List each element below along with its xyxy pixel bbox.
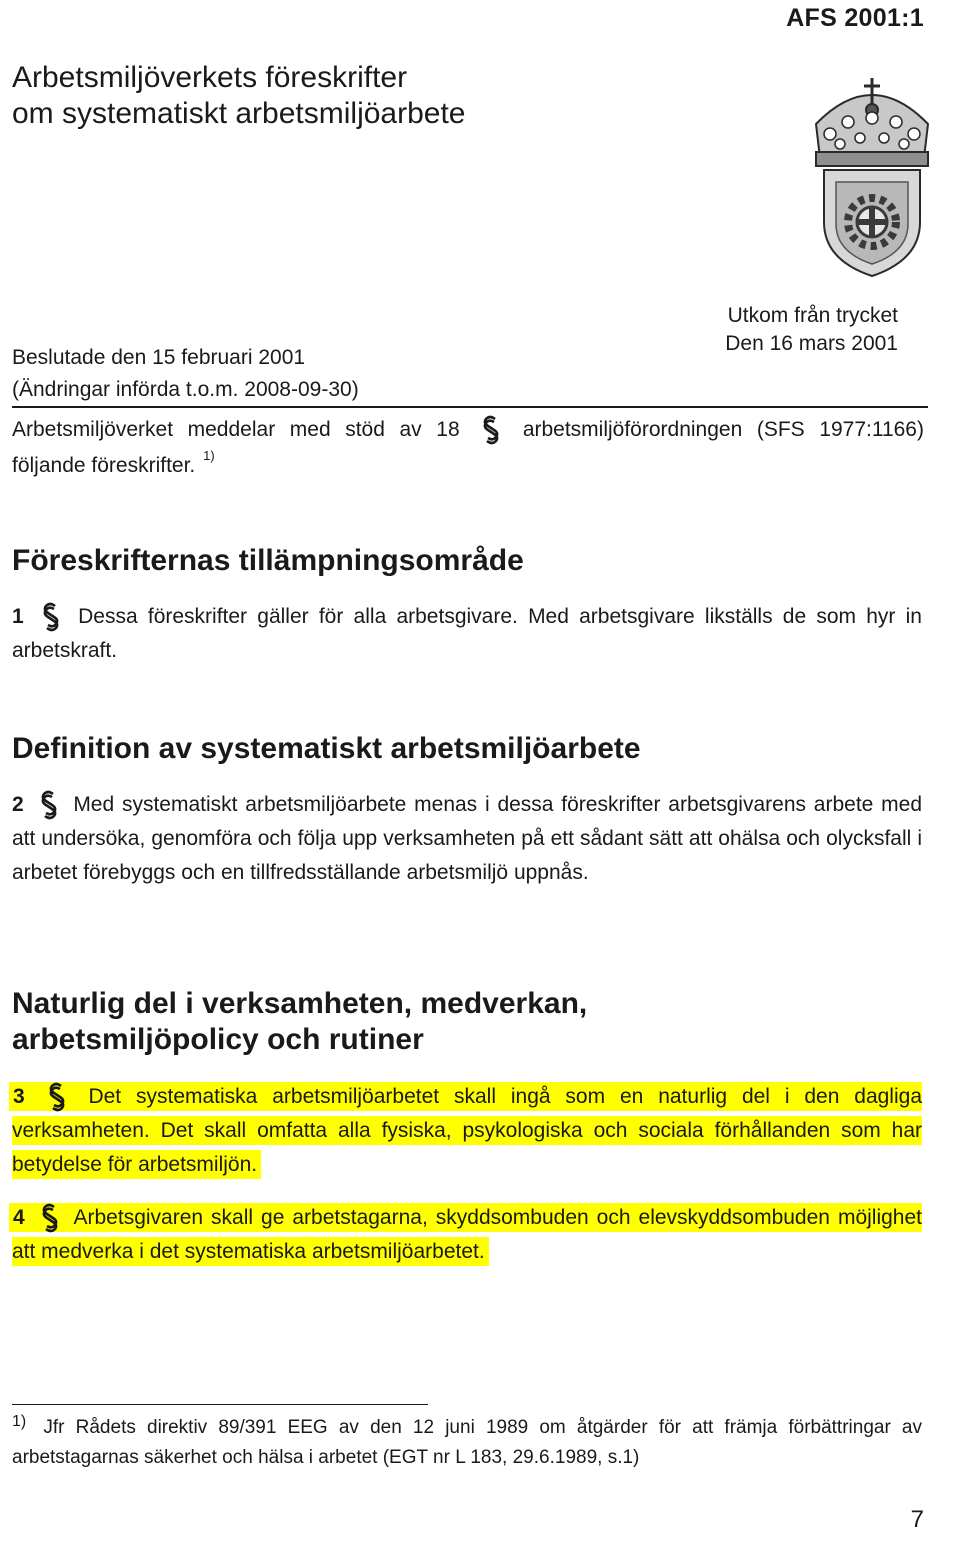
document-id: AFS 2001:1 [786,4,924,32]
intro-text-b: arbetsmiljöförordningen (SFS 1977:1166) följande föreskrifter. [12,418,924,477]
section-sign-icon [44,1080,70,1114]
page-number: 7 [910,1506,924,1533]
header-divider [12,406,928,408]
intro-text-a: Arbetsmiljöverket meddelar med stöd av 18 [12,418,460,441]
section-sign-icon [37,1201,63,1235]
footnote-divider [12,1404,428,1405]
section-2-paragraph [12,788,922,890]
footnote-text: Jfr Rådets direktiv 89/391 EEG av den 12 juni 1989 om åtgärder för att främja förbättringar av arbetstagarnas säkerhet och hälsa i arbetet (EGT nr L 183, 29.6.1989, s.1) [12,1417,923,1468]
publication-date: Den 16 mars 2001 [725,332,898,355]
title-line-1: Arbetsmiljöverkets föreskrifter [12,61,408,94]
section-number: 3 [13,1085,25,1108]
section-1-paragraph [12,600,922,668]
heading-scope: Föreskrifternas tillämpningsområde [12,544,524,577]
highlighted-text [12,1206,922,1263]
section-number: 2 [12,793,24,816]
decision-date: Beslutade den 15 februari 2001 [12,346,306,369]
publication-line-1: Utkom från trycket [727,304,898,327]
section-3-paragraph [12,1080,922,1182]
section-number: 4 [13,1206,25,1229]
amendments-note: (Ändringar införda t.o.m. 2008-09-30) [12,378,359,401]
section-sign-icon [36,788,62,822]
publication-info [725,302,898,358]
intro-paragraph [12,412,924,484]
section-text: Med systematiskt arbetsmiljöarbete menas i dessa föreskrifter arbetsgivarens arbete med att undersöka, genomföra och följa upp verksamheten på ett sådant sätt att ohälsa och olycksfall i arbetet förebyggs och en tillfredsställande arbetsmiljö uppnås. [12,793,922,885]
highlighted-text [12,1085,922,1176]
decision-info [12,342,359,406]
section-sign-icon [38,600,64,634]
footnote-reference: 1) [203,448,215,463]
section-text: Dessa föreskrifter gäller för alla arbetsgivare. Med arbetsgivare likställs de som hyr in arbetskraft. [12,605,922,663]
section-number: 1 [12,605,24,628]
heading-definition: Definition av systematiskt arbetsmiljöarbete [12,732,641,765]
title-line-2: om systematiskt arbetsmiljöarbete [12,97,466,130]
section-text: Arbetsgivaren skall ge arbetstagarna, skyddsombuden och elevskyddsombuden möjlighet att medverka i det systematiska arbetsmiljöarbetet. [12,1206,922,1264]
heading-natural-part: Naturlig del i verksamheten, medverkan, arbetsmiljöpolicy och rutiner [12,987,588,1056]
coat-of-arms-emblem [796,72,948,278]
section-text: Det systematiska arbetsmiljöarbetet skall ingå som en naturlig del i den dagliga verksamheten. Det skall omfatta alla fysiska, psykologiska och sociala förhållanden som har betydelse för arbetsmiljön. [12,1085,922,1177]
footnote-mark: 1) [12,1412,27,1430]
document-title [12,60,466,132]
section-sign-icon [478,413,504,447]
footnote [12,1413,922,1473]
section-4-paragraph [12,1201,922,1269]
